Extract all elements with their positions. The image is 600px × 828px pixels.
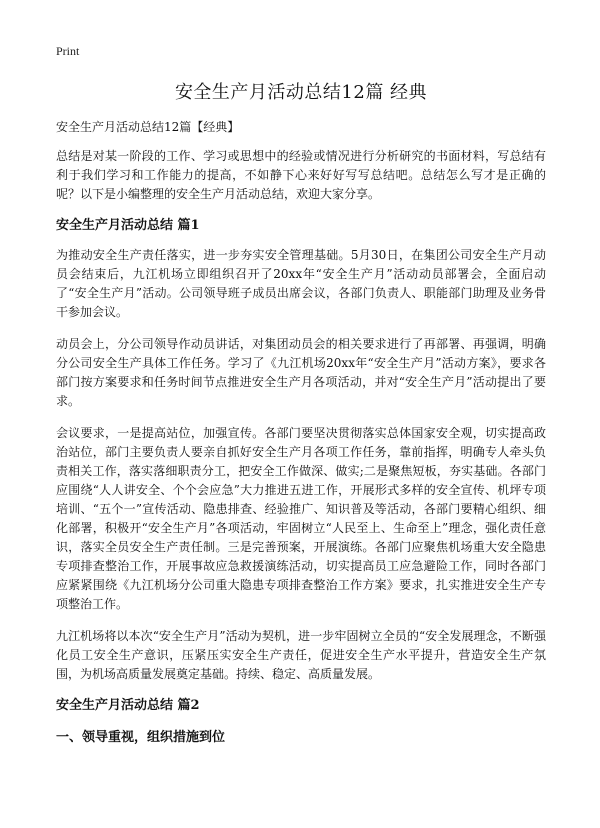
- section-1-heading: 安全生产月活动总结 篇1: [56, 218, 200, 233]
- intro-paragraph: 总结是对某一阶段的工作、学习或思想中的经验或情况进行分析研究的书面材料，写总结有利于我们学习和工作能力的提高，不如静下心来好好写写总结吧。总结怎么写才是正确的呢？以下是小编整理的安全生产月活动总结，欢迎大家分享。: [56, 149, 546, 201]
- document-body: [56, 78, 546, 747]
- section-1-paragraph-3: 会议要求，一是提高站位，加强宣传。各部门要坚决贯彻落实总体国家安全观，切实提高政治站位，部门主要负责人要亲自抓好安全生产月各项工作任务，靠前指挥，明确专人牵头负责相关工作，落实落细职责分工，把安全工作做深、做实;二是聚焦短板，夯实基础。各部门应围绕“人人讲安全、个个会应急”大力推进五进工作，开展形式多样的安全宣传、机坪专项培训、“五个一”宣传活动、隐患排查、经验推广、知识普及等活动，各部门要精心组织、细化部署，积极开“安全生产月”各项活动，牢固树立“人民至上、生命至上”理念，强化责任意识，落实全员安全生产责任制。三是完善预案，开展演练。各部门应聚焦机场重大安全隐患专项排查整治工作，开展事故应急救援演练活动，切实提高员工应急避险工作，同时各部门应紧紧围绕《九江机场分公司重大隐患专项排查整治工作方案》要求，扎实推进安全生产专项整治工作。: [56, 426, 546, 611]
- document-subtitle: 安全生产月活动总结12篇【经典】: [56, 120, 240, 134]
- section-1-paragraph-2: 动员会上，分公司领导作动员讲话，对集团动员会的相关要求进行了再部署、再强调，明确分公司安全生产具体工作任务。学习了《九江机场20xx年“安全生产月”活动方案》，要求各部门按方案要求和任务时间节点推进安全生产月各项活动，并对“安全生产月”活动提出了要求。: [56, 337, 546, 408]
- section-1-paragraph-4: 九江机场将以本次“安全生产月”活动为契机，进一步牢固树立全员的“安全发展理念，不断强化员工安全生产意识，压紧压实安全生产责任，促进安全生产水平提升，营造安全生产氛围，为机场高质量发展奠定基础。持续、稳定、高质量发展。: [56, 629, 546, 681]
- page-title: 安全生产月活动总结12篇 经典: [174, 82, 428, 103]
- print-link[interactable]: Print: [56, 44, 80, 58]
- section-2-subheading: 一、领导重视，组织措施到位: [56, 730, 226, 745]
- section-1-paragraph-1: 为推动安全生产责任落实，进一步夯实安全管理基础。5月30日，在集团公司安全生产月动员会结束后，九江机场立即组织召开了20xx年“安全生产月”活动动员部署会，全面启动了“安全生产月”活动。公司领导班子成员出席会议，各部门负责人、职能部门助理及业务骨干参加会议。: [56, 248, 546, 319]
- section-2-heading: 安全生产月活动总结 篇2: [56, 698, 200, 713]
